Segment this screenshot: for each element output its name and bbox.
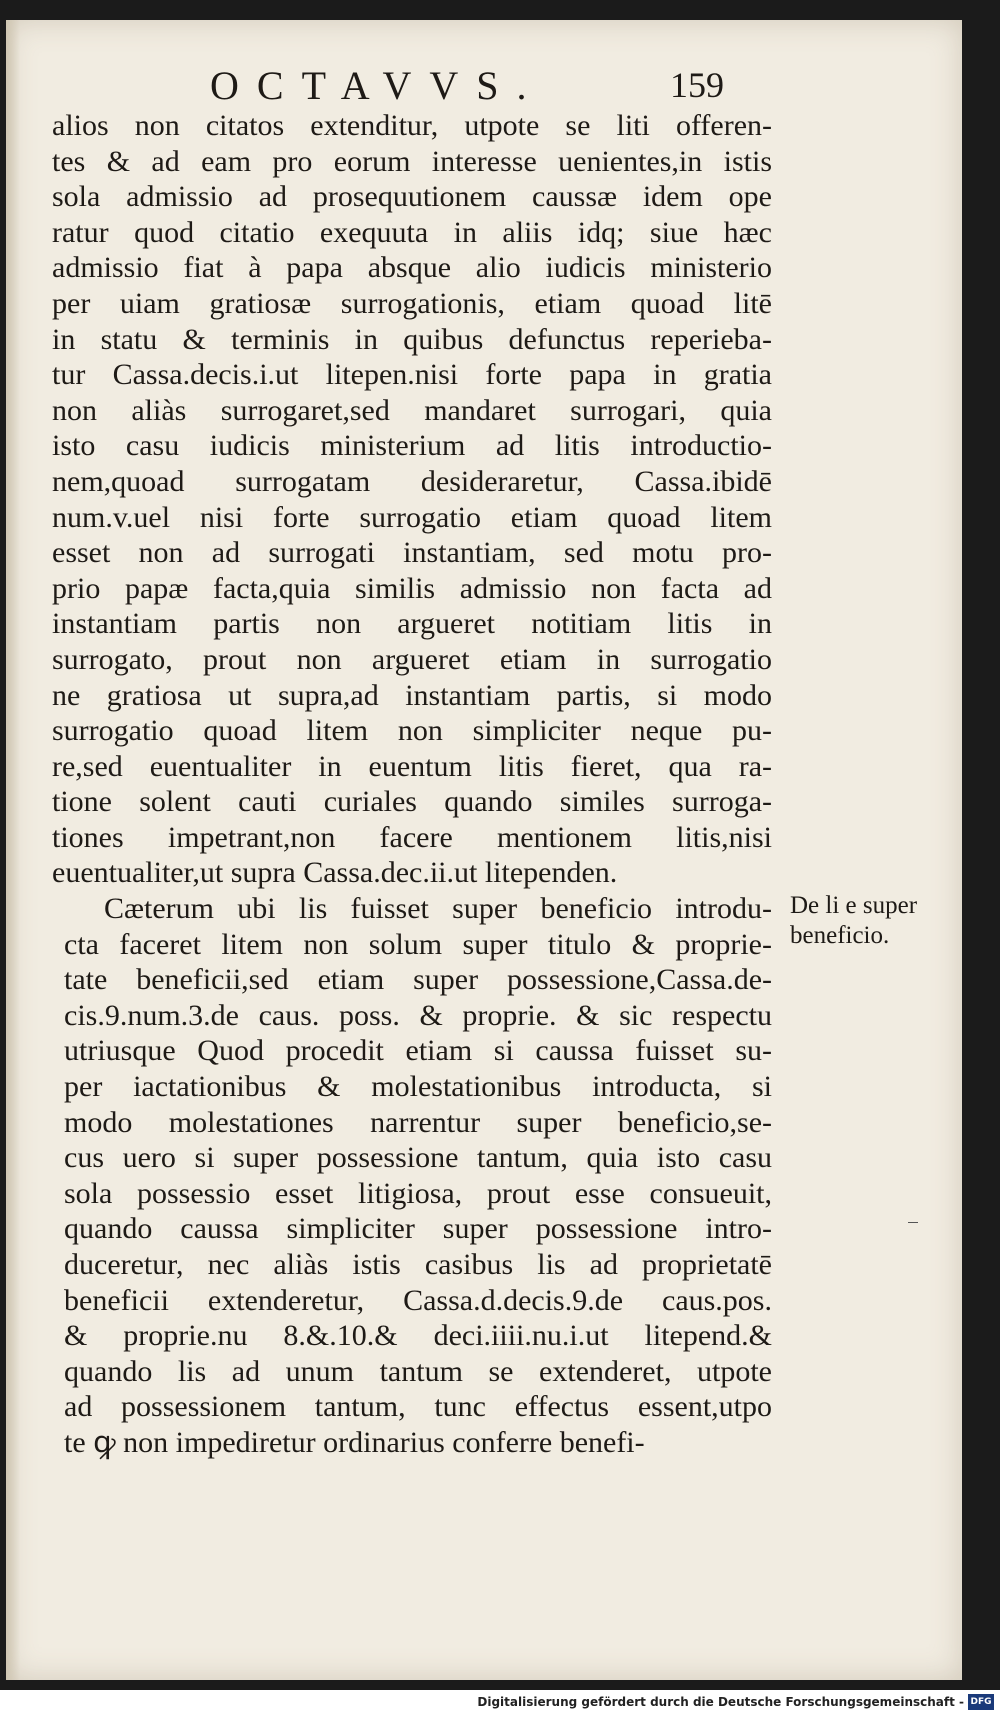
text-line: per iactationibus & molestationibus introducta, si bbox=[64, 1070, 772, 1104]
text-line: quando lis ad unum tantum se extenderet, utpote bbox=[64, 1354, 772, 1388]
marginal-note bbox=[790, 891, 950, 951]
text-line: ad possessionem tantum, tunc effectus essent,utpo bbox=[64, 1390, 772, 1424]
running-head: OCTAVVS. bbox=[210, 63, 545, 108]
text-line: surrogatio quoad litem non simpliciter neque pu- bbox=[52, 714, 772, 748]
marginal-note-line: beneficio. bbox=[790, 922, 890, 949]
text-line: Cæterum ubi lis fuisset super beneficio introdu- bbox=[104, 892, 772, 926]
text-line: isto casu iudicis ministerium ad litis introductio- bbox=[52, 429, 772, 463]
text-line: tur Cassa.decis.i.ut litepen.nisi forte papa in gratia bbox=[52, 358, 772, 392]
text-line: utriusque Quod procedit etiam si caussa fuisset su- bbox=[64, 1034, 772, 1068]
text-line: tione solent cauti curiales quando similes surroga- bbox=[52, 785, 772, 819]
text-line: ratur quod citatio exequuta in aliis idq; siue hæc bbox=[52, 215, 772, 249]
text-line: & proprie.nu 8.&.10.& deci.iiii.nu.i.ut litepend.& bbox=[64, 1319, 772, 1353]
margin-mark bbox=[908, 1222, 918, 1223]
text-line: tiones impetrant,non facere mentionem litis,nisi bbox=[52, 820, 772, 854]
text-line: non aliàs surrogaret,sed mandaret surrogari, quia bbox=[52, 393, 772, 427]
text-line: surrogato, prout non argueret etiam in surrogatio bbox=[52, 642, 772, 676]
text-line: sola admissio ad prosequutionem caussæ idem ope bbox=[52, 180, 772, 214]
text-line: beneficii extenderetur, Cassa.d.decis.9.de caus.pos. bbox=[64, 1283, 772, 1317]
text-line: quando caussa simpliciter super possessione intro- bbox=[64, 1212, 772, 1246]
text-line: num.v.uel nisi forte surrogatio etiam quoad litem bbox=[52, 500, 772, 534]
text-line: cus uero si super possessione tantum, quia isto casu bbox=[64, 1141, 772, 1175]
text-line: tes & ad eam pro eorum interesse uenientes,in istis bbox=[52, 144, 772, 178]
text-line: modo molestationes narrentur super beneficio,se- bbox=[64, 1105, 772, 1139]
text-line: esset non ad surrogati instantiam, sed motu pro- bbox=[52, 536, 772, 570]
text-line: admissio fiat à papa absque alio iudicis ministerio bbox=[52, 251, 772, 285]
text-line: nem,quoad surrogatam desideraretur, Cassa.ibidē bbox=[52, 464, 772, 498]
dfg-logo-icon: DFG bbox=[968, 1694, 994, 1710]
text-line: per uiam gratiosæ surrogationis, etiam quoad litē bbox=[52, 286, 772, 320]
footer-credit: Digitalisierung gefördert durch die Deutsche Forschungsgemeinschaft - bbox=[477, 1695, 964, 1709]
page-gutter-shadow bbox=[6, 20, 20, 1680]
text-line: sola possessio esset litigiosa, prout esse consueuit, bbox=[64, 1176, 772, 1210]
page-header bbox=[210, 62, 730, 112]
text-line: cta faceret litem non solum super titulo & proprie- bbox=[64, 927, 772, 961]
paragraph-2 bbox=[52, 891, 772, 1461]
marginal-note-line: De li e super bbox=[790, 892, 918, 919]
text-line: cis.9.num.3.de caus. poss. & proprie. & sic respectu bbox=[64, 998, 772, 1032]
footer-bar bbox=[0, 1692, 1000, 1718]
text-line: instantiam partis non argueret notitiam litis in bbox=[52, 607, 772, 641]
text-line: ne gratiosa ut supra,ad instantiam partis, si modo bbox=[52, 678, 772, 712]
text-line: euentualiter,ut supra Cassa.dec.ii.ut litependen. bbox=[52, 856, 618, 890]
text-line: in statu & terminis in quibus defunctus reperieba- bbox=[52, 322, 772, 356]
text-line: alios non citatos extenditur, utpote se liti offeren- bbox=[52, 109, 772, 142]
text-line: prio papæ facta,quia similis admissio non facta ad bbox=[52, 571, 772, 605]
text-line: re,sed euentualiter in euentum litis fieret, qua ra- bbox=[52, 749, 772, 783]
page-number: 159 bbox=[670, 65, 724, 105]
body-text bbox=[52, 108, 772, 1461]
text-line: duceretur, nec aliàs istis casibus lis ad proprietatē bbox=[64, 1248, 772, 1281]
text-line: tate beneficii,sed etiam super possessione,Cassa.de- bbox=[64, 963, 772, 997]
text-line: te ꝙ non impediretur ordinarius conferre benefi- bbox=[64, 1425, 645, 1459]
paragraph-1 bbox=[52, 108, 772, 891]
